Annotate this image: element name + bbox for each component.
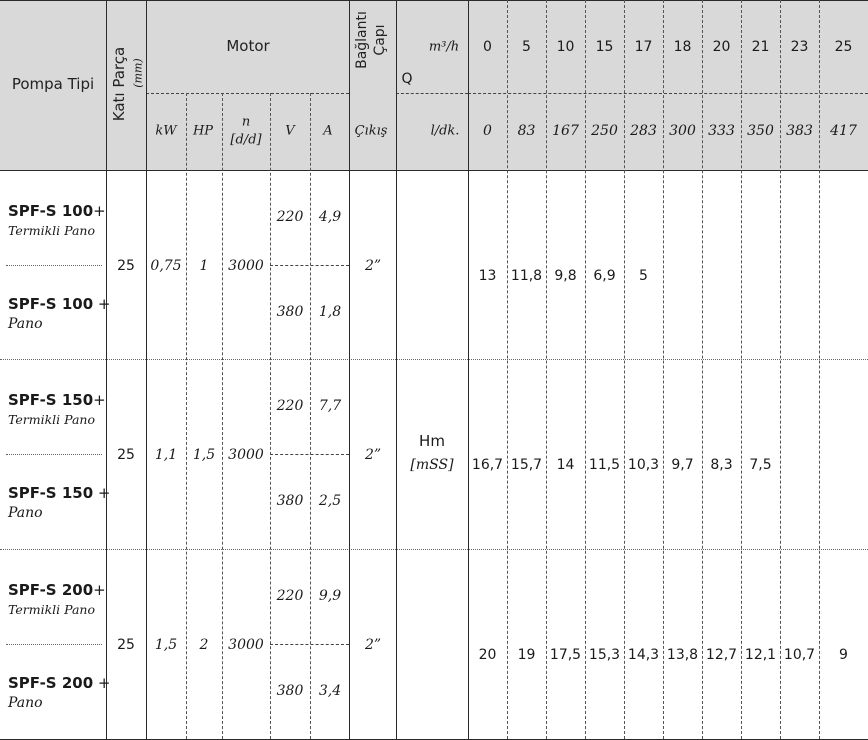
hm-label: Hm xyxy=(419,432,445,450)
current-220: 7,7 xyxy=(318,398,342,414)
header-n-unit: [d/d] xyxy=(230,132,262,148)
solid-particle-size: 25 xyxy=(117,636,135,653)
motor-col-divider xyxy=(186,93,187,739)
model-name: SPF-S 200 xyxy=(8,581,94,599)
motor-hp: 1 xyxy=(199,257,209,274)
outlet-diameter: 2” xyxy=(364,636,382,653)
top-border xyxy=(0,0,868,1)
head-value: 11,5 xyxy=(588,456,621,473)
model-panel-type: Pano xyxy=(8,504,43,521)
q-m3h-value: 17 xyxy=(634,39,653,55)
model-panel-type: Termikli Pano xyxy=(8,223,96,238)
head-value: 19 xyxy=(517,646,536,663)
header-cikis: Çıkış xyxy=(354,123,388,139)
head-value: 12,7 xyxy=(705,646,738,663)
header-a: A xyxy=(323,123,333,139)
q-label-underline xyxy=(396,93,468,94)
voltage-row-divider xyxy=(270,265,349,266)
head-value: 14 xyxy=(556,456,575,473)
header-capi: Çapı xyxy=(372,24,388,56)
header-bottom-border xyxy=(0,170,868,171)
model-variant-separator xyxy=(6,265,102,266)
model-name: SPF-S 100 xyxy=(8,294,94,313)
header-l-dk: l/dk. xyxy=(430,123,460,139)
pump-model-with-thermal-panel xyxy=(8,580,106,617)
model-name: SPF-S 150 xyxy=(8,483,94,502)
q-col-divider xyxy=(780,0,781,739)
pump-model-with-thermal-panel xyxy=(8,390,106,427)
q-m3h-value: 5 xyxy=(522,39,531,55)
q-ldk-value: 0 xyxy=(483,123,492,139)
voltage-220: 220 xyxy=(276,588,304,604)
solid-particle-size: 25 xyxy=(117,446,135,463)
voltage-220: 220 xyxy=(276,398,304,414)
motor-col-divider xyxy=(310,93,311,739)
col-border-values xyxy=(468,0,469,739)
group-separator xyxy=(0,549,868,550)
pump-model-with-thermal-panel xyxy=(8,201,106,238)
q-ldk-value: 300 xyxy=(669,123,696,139)
motor-hp: 2 xyxy=(199,636,209,653)
motor-rpm: 3000 xyxy=(228,446,264,463)
current-220: 4,9 xyxy=(318,209,342,225)
header-n: n xyxy=(241,114,251,130)
head-value: 7,5 xyxy=(749,456,772,473)
header-kw: kW xyxy=(155,123,177,139)
head-value: 15,7 xyxy=(510,456,543,473)
solid-particle-size: 25 xyxy=(117,257,135,274)
pump-model-with-panel xyxy=(8,294,111,332)
table-header-background xyxy=(0,0,868,170)
head-value: 10,3 xyxy=(627,456,660,473)
col-border-baglanti xyxy=(349,0,350,739)
q-ldk-value: 333 xyxy=(708,123,735,139)
q-ldk-value: 350 xyxy=(747,123,774,139)
q-col-divider xyxy=(819,0,820,739)
header-motor: Motor xyxy=(226,37,270,55)
current-220: 9,9 xyxy=(318,588,342,604)
motor-rpm: 3000 xyxy=(228,257,264,274)
motor-rpm: 3000 xyxy=(228,636,264,653)
q-m3h-value: 23 xyxy=(790,39,809,55)
head-value: 14,3 xyxy=(627,646,660,663)
q-ldk-value: 167 xyxy=(552,123,579,139)
current-380: 3,4 xyxy=(318,683,342,699)
head-value: 13 xyxy=(478,267,497,284)
voltage-380: 380 xyxy=(276,683,304,699)
model-panel-type: Termikli Pano xyxy=(8,412,96,427)
header-v: V xyxy=(285,123,295,139)
header-kati-parca: Katı Parça xyxy=(110,46,128,122)
head-value: 9,7 xyxy=(671,456,694,473)
header-kati-parca-unit: (mm) xyxy=(131,58,145,88)
model-plus: + xyxy=(93,673,111,692)
head-value: 6,9 xyxy=(593,267,616,284)
model-plus: + xyxy=(93,391,106,409)
q-m3h-value: 0 xyxy=(483,39,492,55)
model-plus: + xyxy=(93,202,106,220)
motor-col-divider xyxy=(270,93,271,739)
header-hp: HP xyxy=(192,123,214,139)
motor-hp: 1,5 xyxy=(192,446,216,463)
hm-unit: [mSS] xyxy=(410,457,454,473)
q-m3h-value: 18 xyxy=(673,39,692,55)
model-panel-type: Pano xyxy=(8,315,43,332)
model-name: SPF-S 200 xyxy=(8,673,94,692)
current-380: 1,8 xyxy=(318,304,342,320)
head-value: 15,3 xyxy=(588,646,621,663)
voltage-row-divider xyxy=(270,644,349,645)
model-plus: + xyxy=(93,483,111,502)
header-q-unit-m3h: m³/h xyxy=(428,39,460,55)
pump-model-with-panel xyxy=(8,673,111,711)
head-value: 16,7 xyxy=(471,456,504,473)
q-m3h-value: 20 xyxy=(712,39,731,55)
q-col-divider xyxy=(663,0,664,739)
q-col-divider xyxy=(624,0,625,739)
head-value: 11,8 xyxy=(510,267,543,284)
model-variant-separator xyxy=(6,644,102,645)
q-m3h-value: 25 xyxy=(834,39,853,55)
model-panel-type: Pano xyxy=(8,694,43,711)
head-value: 9,8 xyxy=(554,267,577,284)
head-value: 13,8 xyxy=(666,646,699,663)
motor-kw: 0,75 xyxy=(150,257,182,274)
head-value: 20 xyxy=(478,646,497,663)
model-name: SPF-S 100 xyxy=(8,202,94,220)
q-col-divider xyxy=(546,0,547,739)
head-value: 12,1 xyxy=(744,646,777,663)
header-q-label: Q xyxy=(401,71,413,87)
q-header-divider xyxy=(468,93,868,94)
model-plus: + xyxy=(93,294,111,313)
q-col-divider xyxy=(702,0,703,739)
voltage-row-divider xyxy=(270,454,349,455)
q-m3h-value: 10 xyxy=(556,39,575,55)
header-baglanti: Bağlantı xyxy=(354,11,370,69)
q-col-divider xyxy=(585,0,586,739)
model-name: SPF-S 150 xyxy=(8,391,94,409)
motor-kw: 1,1 xyxy=(154,446,178,463)
voltage-380: 380 xyxy=(276,304,304,320)
q-m3h-value: 21 xyxy=(751,39,770,55)
head-value: 5 xyxy=(639,267,648,284)
col-border-q xyxy=(396,0,397,739)
head-value: 8,3 xyxy=(710,456,733,473)
group-separator xyxy=(0,359,868,360)
head-value: 10,7 xyxy=(783,646,816,663)
col-border-motor xyxy=(146,0,147,739)
q-ldk-value: 283 xyxy=(630,123,657,139)
model-variant-separator xyxy=(6,454,102,455)
current-380: 2,5 xyxy=(318,493,342,509)
q-col-divider xyxy=(507,0,508,739)
q-ldk-value: 250 xyxy=(591,123,618,139)
motor-header-divider xyxy=(146,93,349,94)
col-border-kati xyxy=(106,0,107,739)
q-ldk-value: 383 xyxy=(786,123,813,139)
head-value: 9 xyxy=(839,646,848,663)
head-value: 17,5 xyxy=(549,646,582,663)
q-col-divider xyxy=(741,0,742,739)
q-ldk-value: 417 xyxy=(830,123,857,139)
motor-col-divider xyxy=(222,93,223,739)
model-plus: + xyxy=(93,581,106,599)
q-ldk-value: 83 xyxy=(517,123,536,139)
model-panel-type: Termikli Pano xyxy=(8,602,96,617)
pump-model-with-panel xyxy=(8,483,111,521)
outlet-diameter: 2” xyxy=(364,446,382,463)
header-pompa-tipi: Pompa Tipi xyxy=(11,75,95,93)
voltage-380: 380 xyxy=(276,493,304,509)
voltage-220: 220 xyxy=(276,209,304,225)
outlet-diameter: 2” xyxy=(364,257,382,274)
motor-kw: 1,5 xyxy=(154,636,178,653)
q-m3h-value: 15 xyxy=(595,39,614,55)
